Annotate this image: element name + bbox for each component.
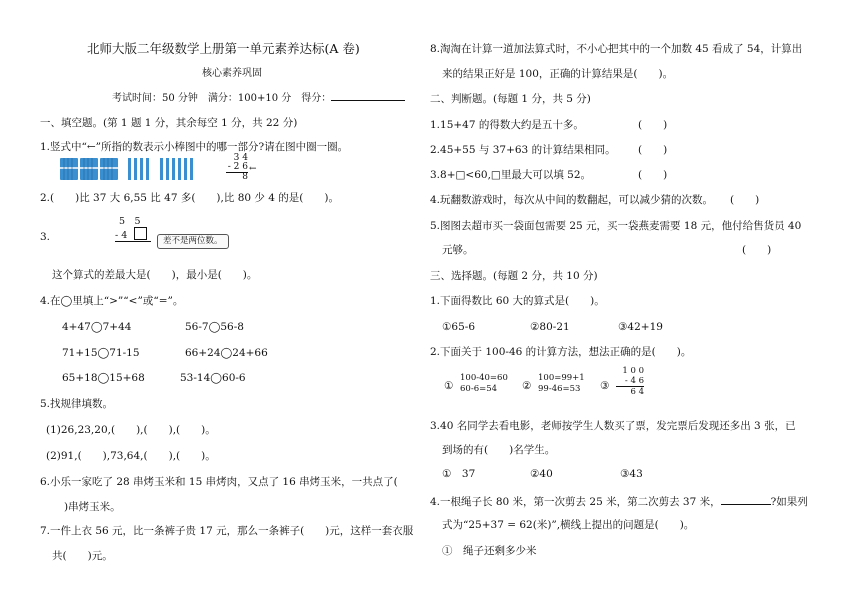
- q4-item-6[interactable]: 53-14◯60-6: [180, 372, 246, 384]
- q4-text: 4.在◯里填上“>”“<”或“=”。: [40, 295, 184, 307]
- q3-vertical-calc: [115, 216, 151, 242]
- judge-3-text: 3.8+□<60,□里最大可以填 52。: [430, 169, 592, 181]
- choice-2-option-1[interactable]: [460, 373, 508, 395]
- bundle-group: [60, 158, 118, 180]
- choice-4-line-1-tail: ?如果列: [770, 496, 808, 508]
- choice-2-option-1-num[interactable]: ①: [444, 380, 454, 392]
- q4-item-1[interactable]: 4+47◯7+44: [62, 321, 132, 333]
- choice-1-option-3[interactable]: ③42+19: [618, 321, 663, 333]
- judge-1-text: 1.15+47 的得数大约是五十多。: [430, 119, 584, 131]
- q4-item-5[interactable]: 65+18◯15+68: [62, 372, 145, 384]
- choice-2-option-2-line-2: 99-46=53: [538, 384, 581, 394]
- choice-1-option-1[interactable]: ①65-6: [442, 321, 476, 333]
- q8-line-2[interactable]: 来的结果正好是 100，正确的计算结果是( )。: [442, 68, 674, 80]
- exam-info-text: 考试时间：50 分钟 满分：100+10 分 得分：: [112, 93, 332, 104]
- choice-2-option-3-bottom: - 4 6: [616, 376, 644, 387]
- choice-4-line-1: [430, 494, 808, 509]
- score-blank[interactable]: [331, 90, 405, 101]
- q3-label: 3.: [40, 231, 51, 243]
- choice-2-option-3[interactable]: [616, 366, 644, 397]
- choice-4-blank[interactable]: [721, 494, 771, 505]
- choice-2-option-2[interactable]: [538, 373, 585, 395]
- judge-2-mark[interactable]: ( ): [638, 144, 668, 156]
- choice-2-option-1-line-1: 100-40=60: [460, 373, 508, 383]
- judge-2-text: 2.45+55 与 37+63 的计算结果相同。: [430, 144, 616, 156]
- q4-item-4[interactable]: 66+24◯24+66: [185, 347, 268, 359]
- q7-line-1: 7.一件上衣 56 元，比一条裤子贵 17 元，那么一条裤子( )元，这样一套衣服: [40, 525, 414, 537]
- exam-info: [112, 90, 405, 106]
- choice-3-line-2[interactable]: 到场的有( )名学生。: [442, 444, 556, 456]
- judge-5-line-2: 元够。: [442, 244, 474, 256]
- judge-5-line-1: 5.图图去超市买一袋面包需要 25 元，买一袋燕麦需要 18 元，他付给售货员 40: [430, 220, 802, 232]
- q3-blank-box[interactable]: [134, 227, 147, 240]
- choice-2-option-2-num[interactable]: ②: [522, 380, 532, 392]
- choice-2-option-3-result: 6 4: [630, 387, 644, 397]
- section3-heading: 三、选择题。(每题 2 分，共 10 分): [430, 270, 598, 282]
- q3-note-tag: 差不是两位数。: [157, 234, 229, 249]
- q1-calc-top: 3 4: [233, 153, 248, 163]
- judge-4-text: 4.玩翻数游戏时，每次从中间的数翻起，可以减少猜的次数。: [430, 194, 714, 206]
- choice-2-option-2-line-1: 100=99+1: [538, 373, 585, 383]
- q1-text: 1.竖式中“←”所指的数表示小棒图中的哪一部分?请在图中圈一圈。: [40, 141, 349, 153]
- page-subtitle: 核心素养巩固: [202, 68, 262, 79]
- choice-2-option-1-line-2: 60-6=54: [460, 384, 498, 394]
- q4-item-2[interactable]: 56-7◯56-8: [185, 321, 244, 333]
- single-sticks: [128, 158, 193, 180]
- choice-2-option-3-top: 1 0 0: [622, 366, 644, 376]
- q3-calc-bottom-text: - 4: [115, 230, 128, 241]
- q3-text: 这个算式的差最大是( )，最小是( )。: [52, 269, 258, 281]
- choice-3-option-3[interactable]: ③43: [620, 468, 643, 480]
- choice-2-text: 2.下面关于 100-46 的计算方法，想法正确的是( )。: [430, 346, 692, 358]
- choice-3-line-1: 3.40 名同学去看电影，老师按学生人数买了票，发完票后发现还多出 3 张，已: [430, 420, 796, 432]
- q3-calc-top: 5 5: [119, 216, 141, 227]
- q5-part-1[interactable]: (1)26,23,20,( ),( ),( )。: [46, 424, 216, 436]
- q1-calc-result: 8: [242, 172, 248, 182]
- judge-5-mark[interactable]: ( ): [742, 244, 772, 256]
- q5-part-2[interactable]: (2)91,( ),73,64,( ),( )。: [46, 450, 216, 462]
- judge-3-mark[interactable]: ( ): [638, 169, 668, 181]
- judge-1-mark[interactable]: ( ): [638, 119, 668, 131]
- q7-line-2[interactable]: 共( )元。: [52, 550, 113, 562]
- sticks-illustration[interactable]: [58, 156, 228, 182]
- choice-4-line-1-text: 4.一根绳子长 80 米，第一次剪去 25 米，第二次剪去 37 米，: [430, 496, 721, 508]
- choice-1-text: 1.下面得数比 60 大的算式是( )。: [430, 295, 605, 307]
- choice-3-option-1[interactable]: ① 37: [442, 468, 476, 480]
- choice-4-option-1[interactable]: ① 绳子还剩多少米: [442, 545, 537, 557]
- q6-line-2[interactable]: )串烤玉米。: [64, 501, 121, 513]
- section2-heading: 二、判断题。(每题 1 分，共 5 分): [430, 93, 591, 105]
- arrow-icon: ←: [249, 164, 257, 174]
- page-title: 北师大版二年级数学上册第一单元素养达标(A 卷): [87, 41, 360, 56]
- q5-text: 5.找规律填数。: [40, 398, 114, 410]
- section1-heading: 一、填空题。(第 1 题 1 分，其余每空 1 分，共 22 分): [40, 117, 298, 129]
- q8-line-1: 8.淘淘在计算一道加法算式时，不小心把其中的一个加数 45 看成了 54，计算出: [430, 43, 803, 55]
- q6-line-1: 6.小乐一家吃了 28 串烤玉米和 15 串烤肉，又点了 16 串烤玉米，一共点了(: [40, 476, 398, 488]
- judge-4-mark[interactable]: ( ): [730, 194, 760, 206]
- q1-calc-bottom: - 2 6: [227, 162, 248, 172]
- choice-4-line-2[interactable]: 式为“25+37 = 62(米)”,横线上提出的问题是( )。: [442, 519, 695, 531]
- q2-text: 2.( )比 37 大 6,55 比 47 多( ),比 80 少 4 的是( )。: [40, 192, 339, 204]
- choice-1-option-2[interactable]: ②80-21: [530, 321, 570, 333]
- q1-vertical-calc: [226, 154, 248, 182]
- choice-3-option-2[interactable]: ②40: [530, 468, 553, 480]
- q3-calc-bottom: [115, 227, 151, 242]
- choice-2-option-3-num[interactable]: ③: [600, 380, 610, 392]
- q4-item-3[interactable]: 71+15◯71-15: [62, 347, 140, 359]
